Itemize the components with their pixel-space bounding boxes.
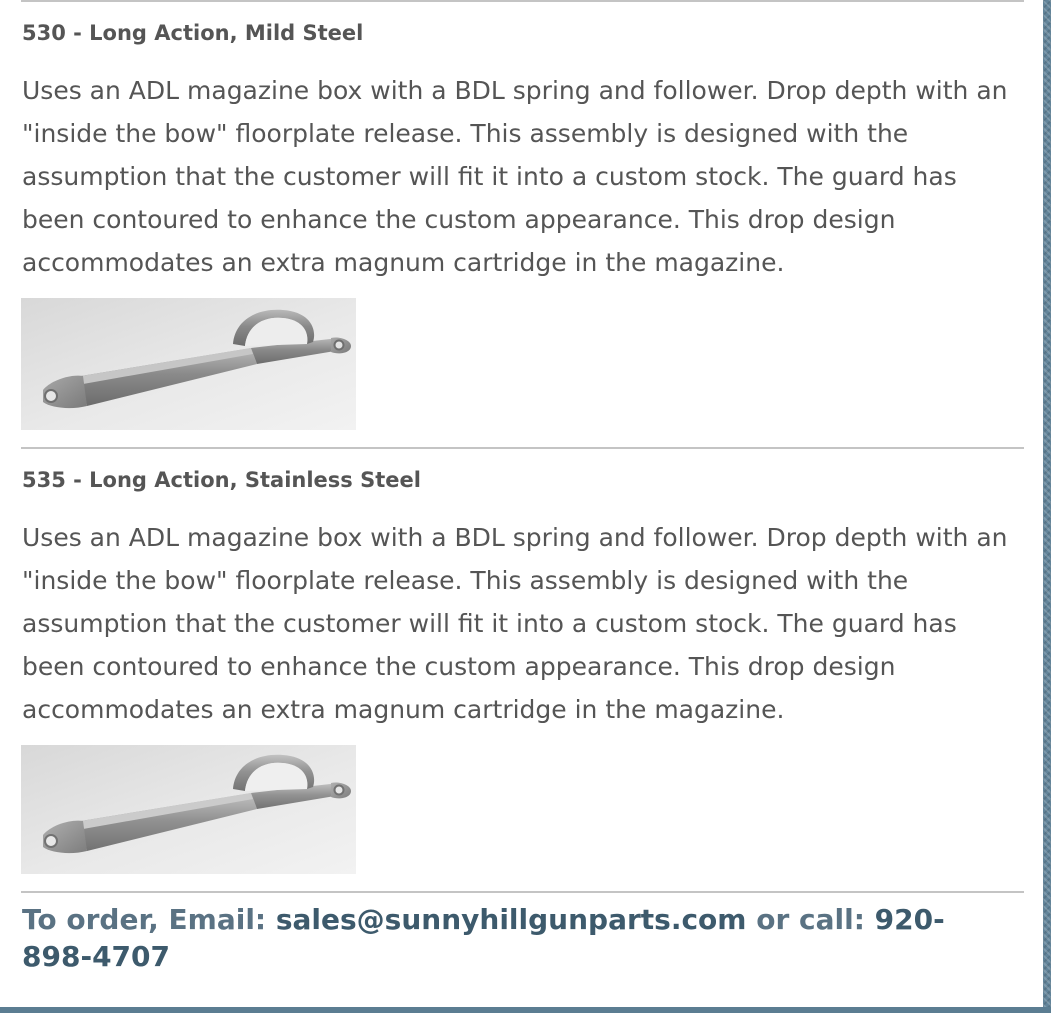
- order-email-link[interactable]: sales@sunnyhillgunparts.com: [275, 903, 747, 936]
- order-prefix: To order, Email:: [22, 903, 276, 936]
- order-contact-line: [22, 901, 1012, 975]
- order-middle-text: or call:: [746, 903, 875, 936]
- decorative-border: [1043, 0, 1051, 1013]
- trigger-guard-image: [21, 298, 356, 430]
- trigger-guard-image: [21, 745, 356, 874]
- bottom-frame-bar: [0, 1007, 1051, 1013]
- product-description: Uses an ADL magazine box with a BDL spring and follower. Drop depth with an "inside the bow" floorplate release. This assembly is designed with the assumption that the customer will fit it into a custom stock. The guard has been contoured to enhance the custom appearance. This drop design accommodates an extra magnum cartridge in the magazine.: [22, 523, 1008, 724]
- divider: [21, 0, 1024, 2]
- divider: [21, 447, 1024, 449]
- product-description: Uses an ADL magazine box with a BDL spring and follower. Drop depth with an "inside the bow" floorplate release. This assembly is designed with the assumption that the customer will fit it into a custom stock. The guard has been contoured to enhance the custom appearance. This drop design accommodates an extra magnum cartridge in the magazine.: [22, 76, 1008, 277]
- order-phone-number: 920-898-4707: [22, 903, 945, 973]
- product-title: 530 - Long Action, Mild Steel: [22, 21, 364, 45]
- divider: [21, 891, 1024, 893]
- product-title: 535 - Long Action, Stainless Steel: [22, 468, 421, 492]
